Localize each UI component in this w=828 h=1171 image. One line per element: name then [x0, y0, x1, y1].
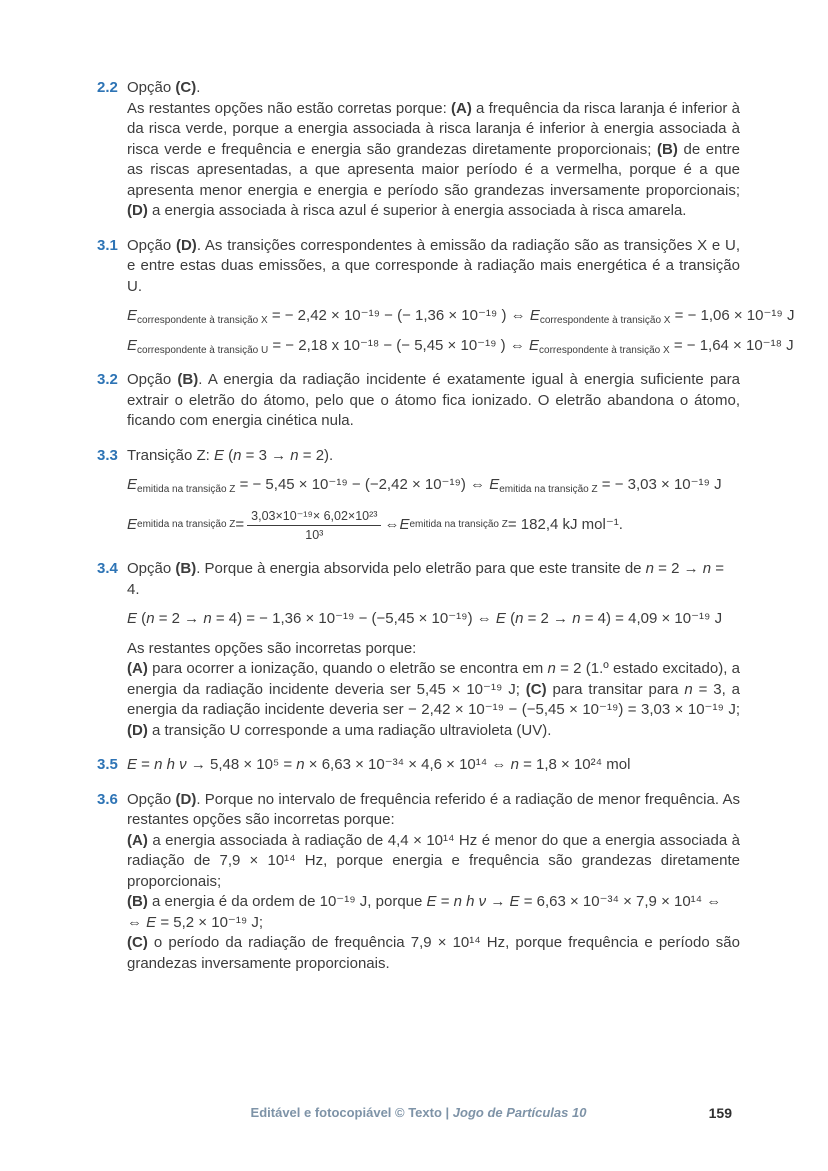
answer-line: ⇔ E = 5,2 × 10⁻¹⁹ J; — [127, 913, 264, 931]
answer-paragraph: Opção (D). As transições correspondentes à emissão da radiação são as transições X e U, e entre estas duas emissões, a que corresponde à radiação mais energética é a transição U. — [127, 236, 740, 295]
fraction: $\frac{\text{3,03×10⁻¹⁹× 6,02×10²³}}{\text{10³}}$ — [247, 508, 381, 544]
question-body — [127, 236, 795, 357]
answer-paragraph: (C) o período da radiação de frequência 7,9 × 10¹⁴ Hz, porque frequência e período são grandezas inversamente proporcionais. — [127, 934, 740, 972]
section-3-2 — [97, 370, 740, 432]
question-number: 3.6 — [97, 790, 118, 808]
answer-paragraph: Opção (D). Porque no intervalo de frequência referido é a radiação de menor frequência. As restantes opções são incorretas porque: — [127, 790, 740, 828]
question-number: 3.2 — [97, 371, 118, 388]
question-body — [127, 559, 740, 741]
question-number: 3.1 — [97, 236, 118, 254]
answer-paragraph: (A) para ocorrer a ionização, quando o eletrão se encontra em n = 2 (1.º estado excitado), a energia da radiação incidente deveria ser 5,45 × 10⁻¹⁹ J; (C) para transitar para n = 3, a energia da radiação incidente deveria ser − 2,42 × 10⁻¹⁹ − (−5,45 × 10⁻¹⁹) = 3,03 × 10⁻¹⁹ J; (D) a transição U corresponde a uma radiação ultravioleta (UV). — [127, 660, 740, 739]
question-body — [127, 78, 740, 222]
equation-line: E = n h ν → 5,48 × 10⁵ = n × 6,63 × 10⁻³⁴ × 4,6 × 10¹⁴ ⇔ n = 1,8 × 10²⁴ mol — [127, 756, 631, 773]
section-2-2 — [97, 78, 740, 222]
book-title: Jogo de Partículas 10 — [452, 1105, 587, 1120]
section-3-1 — [97, 236, 795, 357]
question-number: 3.4 — [97, 560, 118, 577]
question-number: 2.2 — [97, 79, 118, 96]
solutions-content — [97, 78, 795, 988]
footer-credit — [97, 1104, 740, 1122]
equation-line: $E_{correspondente à transição X}$ = − 2,42 × 10⁻¹⁹ − (− 1,36 × 10⁻¹⁹ ) ⇔ $E_{correspondente à transição X}$ = − 1,06 × 10⁻¹⁹ J — [127, 307, 795, 326]
question-body — [127, 370, 740, 432]
equation-line: $E_{emitida na transição Z}$ = − 5,45 × 10⁻¹⁹ − (−2,42 × 10⁻¹⁹) ⇔ $E_{emitida na transição Z}$ = − 3,03 × 10⁻¹⁹ J — [127, 476, 722, 495]
answer-line: (B) a energia é da ordem de 10⁻¹⁹ J, porque E = n h ν → E = 6,63 × 10⁻³⁴ × 7,9 × 10¹⁴ ⇔ — [127, 893, 722, 910]
answer-option-line: Opção (B). Porque à energia absorvida pelo eletrão para que este transite de n = 2 → n = 4. — [127, 560, 725, 598]
section-3-6 — [97, 790, 740, 975]
section-3-5 — [97, 755, 740, 776]
question-body — [127, 790, 740, 975]
answer-option-line: Transição Z: E (n = 3 → n = 2). — [127, 446, 334, 464]
section-3-4 — [97, 559, 740, 741]
question-number: 3.5 — [97, 756, 118, 773]
question-body — [127, 755, 740, 776]
question-body — [127, 446, 740, 546]
section-3-3 — [97, 446, 740, 546]
page-number: 159 — [708, 1105, 732, 1121]
answer-paragraph: Opção (B). A energia da radiação incidente é exatamente igual à energia suficiente para extrair o eletrão do átomo, pelo que o átomo fica ionizado. O eletrão abandona o átomo, ficando com energia cinética nula. — [127, 371, 740, 429]
answer-line: As restantes opções são incorretas porque: — [127, 639, 417, 657]
equation-line: $E_{correspondente à transição U}$ = − 2,18 x 10⁻¹⁸ − (− 5,45 × 10⁻¹⁹ ) ⇔ $E_{correspondente à transição X}$ = − 1,64 × 10⁻¹⁸ J — [127, 336, 794, 356]
answer-option-line: Opção (C). — [127, 79, 201, 96]
answer-paragraph: As restantes opções não estão corretas porque: (A) a frequência da risca laranja é inferior à da risca verde, porque a energia associada à risca laranja é inferior à energia associada à risca verde e frequência e energia são grandezas diretamente proporcionais; (B) de entre as riscas apresentadas, a que apresenta maior período é a vermelha, porque é a que apresenta menor energia e energia e período são grandezas inversamente proporcionais; (D) a energia associada à risca azul é superior à energia associada à risca amarela. — [127, 99, 741, 219]
question-number: 3.3 — [97, 446, 118, 464]
equation-line: E (n = 2 → n = 4) = − 1,36 × 10⁻¹⁹ − (−5,45 × 10⁻¹⁹) ⇔ E (n = 2 → n = 4) = 4,09 × 10⁻¹⁹ J — [127, 610, 723, 627]
page-footer — [97, 1104, 740, 1122]
answer-paragraph: (A) a energia associada à radiação de 4,4 × 10¹⁴ Hz é menor do que a energia associada à radiação de 7,9 × 10¹⁴ Hz, porque energia e frequência são grandezas diretamente proporcionais; — [127, 831, 740, 890]
fraction-equation-line: E emitida na transição Z = $\frac{\text{3,03×10⁻¹⁹× 6,02×10²³}}{\text{10³}}$ ⇔ E emitida na transição Z = 182,4 kJ mol⁻¹. — [127, 508, 623, 542]
footer-credit-text: Editável e fotocopiável © Texto | — [250, 1105, 453, 1120]
